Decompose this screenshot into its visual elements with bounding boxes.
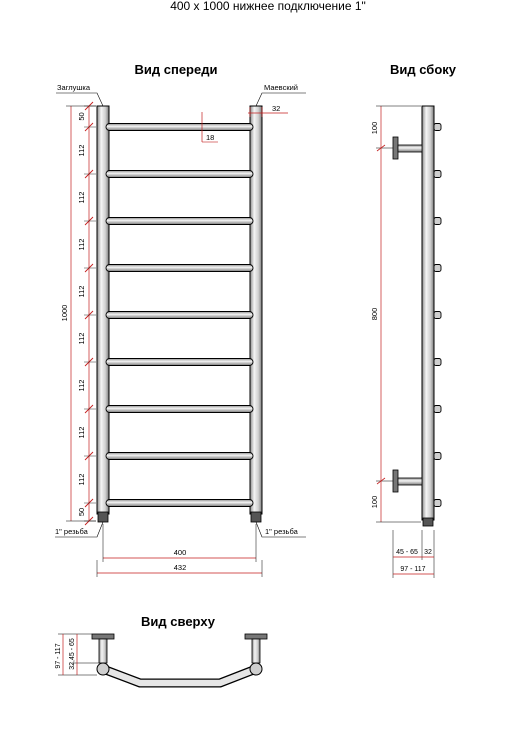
side-rung-end-7 bbox=[434, 406, 441, 413]
side-rung-end-6 bbox=[434, 359, 441, 366]
side-view-heading: Вид сбоку bbox=[389, 62, 457, 77]
side-depth-b-label: 32 bbox=[424, 549, 432, 556]
chain-label-2: 112 bbox=[77, 191, 86, 204]
center-width-dim-label: 400 bbox=[173, 548, 187, 557]
thread-right-label: 1" резьба bbox=[265, 527, 298, 536]
side-rung-end-4 bbox=[434, 265, 441, 272]
spacing-chain-group bbox=[77, 102, 96, 525]
rung-5 bbox=[106, 312, 253, 319]
total-height-dim-label: 1000 bbox=[60, 304, 69, 322]
chain-label-0: 50 bbox=[77, 112, 86, 121]
bottom-wall-bracket bbox=[393, 470, 422, 492]
chain-label-8: 112 bbox=[77, 473, 86, 486]
chain-label-9: 50 bbox=[77, 507, 86, 517]
side-bottom-fitting bbox=[423, 518, 433, 526]
chain-label-7: 112 bbox=[77, 426, 86, 439]
top-part-dim-label: 32,45 - 65 bbox=[69, 638, 76, 670]
full-width-dim-label: 432 bbox=[173, 563, 187, 572]
rung-2 bbox=[106, 171, 253, 178]
valve-label: Маевский bbox=[264, 83, 298, 92]
chain-label-4: 112 bbox=[77, 285, 86, 298]
rung-8 bbox=[106, 453, 253, 460]
side-rung-end-5 bbox=[434, 312, 441, 319]
right-bottom-fitting bbox=[251, 512, 261, 522]
side-rung-ends-group bbox=[434, 124, 441, 507]
chain-label-6: 112 bbox=[77, 379, 86, 392]
rung-4 bbox=[106, 265, 253, 272]
left-bottom-fitting bbox=[98, 512, 108, 522]
rung-9 bbox=[106, 500, 253, 507]
valve-leader-line bbox=[256, 93, 306, 106]
top-view-rung-fill bbox=[103, 669, 256, 683]
side-depth-total-label: 97 - 117 bbox=[400, 566, 426, 573]
top-view bbox=[55, 634, 267, 683]
pipe-dim-label: 32 bbox=[272, 104, 281, 113]
chain-label-5: 112 bbox=[77, 332, 86, 345]
rung-3 bbox=[106, 218, 253, 225]
rung-7 bbox=[106, 406, 253, 413]
thread-left-label: 1" резьба bbox=[55, 527, 88, 536]
side-dim-top-label: 100 bbox=[370, 121, 379, 135]
top-wall-bracket bbox=[393, 137, 422, 159]
side-depth-a-label: 45 - 65 bbox=[396, 549, 418, 556]
chain-label-1: 112 bbox=[77, 144, 86, 157]
rung-1 bbox=[106, 124, 253, 131]
side-rung-end-3 bbox=[434, 218, 441, 225]
front-view bbox=[55, 83, 306, 577]
plug-leader-line bbox=[56, 93, 103, 106]
rung-6 bbox=[106, 359, 253, 366]
front-view-heading: Вид спереди bbox=[134, 62, 218, 77]
side-rung-end-1 bbox=[434, 124, 441, 131]
side-collector-pipe bbox=[422, 106, 434, 520]
rungs-group bbox=[106, 124, 253, 507]
top-view-heading: Вид сверху bbox=[141, 614, 215, 629]
side-rung-end-8 bbox=[434, 453, 441, 460]
plug-label: Заглушка bbox=[57, 83, 91, 92]
drawing-title: 400 x 1000 нижнее подключение 1" bbox=[170, 0, 366, 13]
side-rung-end-9 bbox=[434, 500, 441, 507]
chain-label-3: 112 bbox=[77, 238, 86, 251]
side-rung-end-2 bbox=[434, 171, 441, 178]
side-dim-bottom-label: 100 bbox=[370, 495, 379, 509]
top-total-dim-label: 97 - 117 bbox=[55, 643, 62, 669]
rung-dim-label: 18 bbox=[206, 133, 215, 142]
side-dim-mid-label: 800 bbox=[370, 307, 379, 321]
side-view bbox=[370, 106, 441, 578]
